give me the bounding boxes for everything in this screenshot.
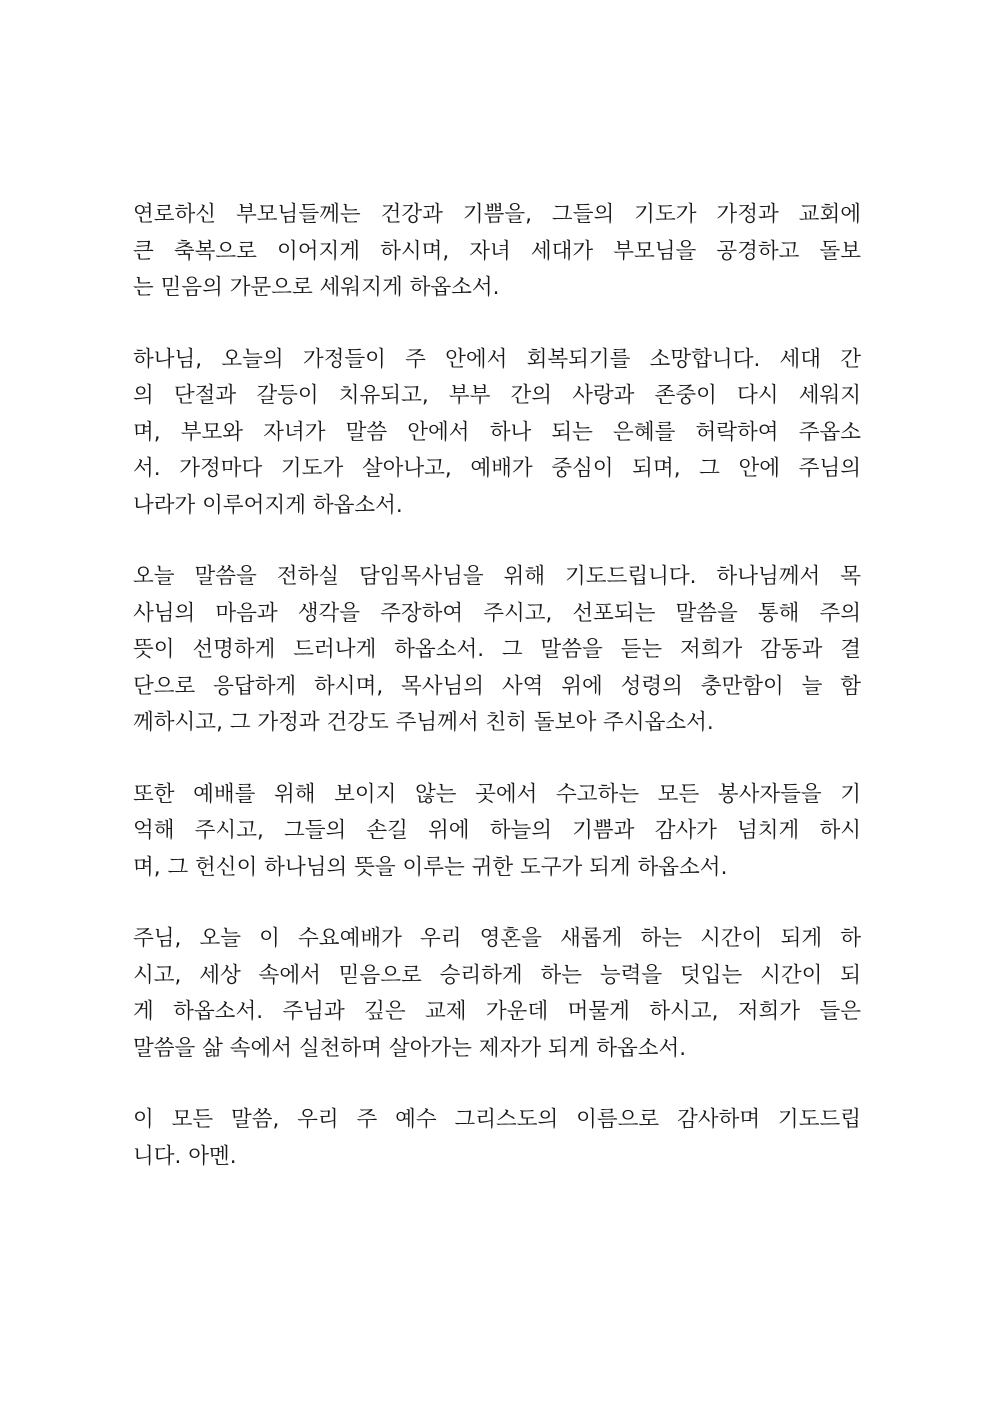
text-line: 서. 가정마다 기도가 살아나고, 예배가 중심이 되며, 그 안에 주님의 [133, 456, 861, 481]
text-line: 나라가 이루어지게 하옵소서. [133, 492, 403, 518]
paragraph-pastor [133, 559, 861, 742]
paragraph-parents [133, 197, 861, 307]
text-line: 며, 부모와 자녀가 말씀 안에서 하나 되는 은혜를 허락하여 주옵소 [133, 419, 861, 445]
text-line: 억해 주시고, 그들의 손길 위에 하늘의 기쁨과 감사가 넘치게 하시 [133, 818, 861, 843]
text-line: 며, 그 헌신이 하나님의 뜻을 이루는 귀한 도구가 되게 하옵소서. [133, 854, 728, 880]
paragraph-worship [133, 921, 861, 1067]
text-line: 말씀을 삶 속에서 실천하며 살아가는 제자가 되게 하옵소서. [133, 1035, 687, 1061]
text-line: 뜻이 선명하게 드러나게 하옵소서. 그 말씀을 듣는 저희가 감동과 결 [133, 637, 861, 662]
text-line: 연로하신 부모님들께는 건강과 기쁨을, 그들의 기도가 가정과 교회에 [133, 202, 861, 227]
text-line: 큰 축복으로 이어지게 하시며, 자녀 세대가 부모님을 공경하고 돌보 [133, 238, 861, 264]
text-line: 오늘 말씀을 전하실 담임목사님을 위해 기도드립니다. 하나님께서 목 [133, 564, 861, 589]
text-line: 또한 예배를 위해 보이지 않는 곳에서 수고하는 모든 봉사자들을 기 [133, 781, 861, 807]
text-line: 시고, 세상 속에서 믿음으로 승리하게 하는 능력을 덧입는 시간이 되 [133, 962, 861, 988]
text-line: 께하시고, 그 가정과 건강도 주님께서 친히 돌보아 주시옵소서. [133, 710, 714, 735]
text-line: 게 하옵소서. 주님과 깊은 교제 가운데 머물게 하시고, 저희가 들은 [133, 999, 861, 1024]
text-line: 주님, 오늘 이 수요예배가 우리 영혼을 새롭게 하는 시간이 되게 하 [133, 926, 861, 951]
text-line: 하나님, 오늘의 가정들이 주 안에서 회복되기를 소망합니다. 세대 간 [133, 346, 861, 372]
paragraph-volunteers [133, 777, 861, 887]
text-line: 는 믿음의 가문으로 세워지게 하옵소서. [133, 275, 500, 300]
paragraph-families [133, 342, 861, 525]
text-line: 단으로 응답하게 하시며, 목사님의 사역 위에 성령의 충만함이 늘 함 [133, 673, 861, 699]
text-line: 의 단절과 갈등이 치유되고, 부부 간의 사랑과 존중이 다시 세워지 [133, 383, 861, 408]
text-line: 니다. 아멘. [133, 1143, 237, 1169]
paragraph-closing [133, 1102, 861, 1175]
text-line: 사님의 마음과 생각을 주장하여 주시고, 선포되는 말씀을 통해 주의 [133, 600, 861, 626]
text-line: 이 모든 말씀, 우리 주 예수 그리스도의 이름으로 감사하며 기도드립 [133, 1107, 861, 1132]
prayer-text-body [133, 197, 861, 1210]
